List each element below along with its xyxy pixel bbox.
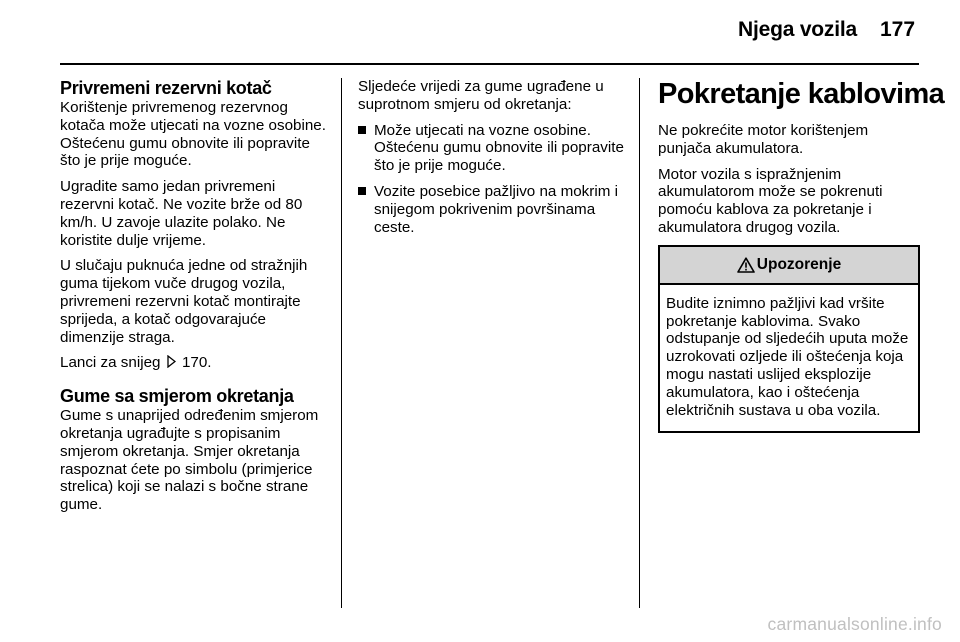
- column-1: [60, 78, 326, 522]
- paragraph: Korištenje privremenog rezervnog kotača može utjecati na vozne osobine. Oštećenu gumu obnovite ili popravite što je prije moguće.: [60, 99, 326, 170]
- page-reference-arrow-icon: [167, 355, 176, 368]
- column-2: [358, 78, 624, 244]
- paragraph: Gume s unaprijed određenim smjerom okretanja ugrađujte s propisanim smjerom okretanja. Smjer okretanja raspoznat ćete po simbolu (primjerice strelica) koji se nalazi s bočne strane gume.: [60, 407, 319, 514]
- snow-chains-reference: [60, 354, 326, 372]
- paragraph: U slučaju puknuća jedne od stražnjih guma tijekom vuče drugog vozila, privremeni rezervni kotač montirajte sprijeda, a kotač odgovarajuće dimenzije straga.: [60, 257, 308, 346]
- intro-paragraph: Sljedeće vrijedi za gume ugrađene u suprotnom smjeru od okretanja:: [358, 78, 604, 113]
- paragraph: Ne pokrećite motor korištenjem punjača akumulatora.: [658, 122, 869, 157]
- snow-chains-page-link[interactable]: 170.: [181, 354, 212, 372]
- warning-header: [660, 247, 918, 285]
- warning-triangle-icon: [737, 257, 755, 273]
- watermark: carmanualsonline.info: [767, 614, 942, 634]
- section-heading-directional-tyres: Gume sa smjerom okretanja: [60, 386, 294, 407]
- warning-title: Upozorenje: [756, 255, 842, 273]
- warning-text: Budite iznimno pažljivi kad vršite pokretanje kablovima. Svako odstupanje od sljedećih uputa može uzrokovati ozljede ili oštećenja koja mogu nastati uslijed eksplozije akumulatora, kao i oštećenja električnih sustava u oba vozila.: [666, 294, 909, 419]
- list-item-text: Vozite posebice pažljivo na mokrim i snijegom pokrivenim površinama ceste.: [374, 182, 618, 236]
- column-divider-1: [341, 78, 342, 608]
- list-item: [358, 122, 624, 175]
- paragraph: Motor vozila s ispražnjenim akumulatorom može se pokrenuti pomoću kablova za pokretanje i akumulatora drugog vozila.: [658, 165, 883, 236]
- header-title: Njega vozila: [738, 18, 857, 41]
- header-rule: [60, 63, 919, 65]
- bullet-square-icon: [358, 187, 366, 195]
- column-3: [658, 78, 945, 433]
- bullet-square-icon: [358, 126, 366, 134]
- bullet-list: [358, 122, 624, 237]
- list-item-text: Može utjecati na vozne osobine. Oštećenu gumu obnovite ili popravite što je prije moguće.: [374, 121, 624, 175]
- list-item: [358, 183, 624, 236]
- page-number: 177: [880, 18, 916, 41]
- snow-chains-label: Lanci za snijeg: [60, 354, 161, 372]
- warning-box: [658, 245, 920, 434]
- section-heading-jump-starting: Pokretanje kablovima: [658, 78, 945, 110]
- paragraph: Ugradite samo jedan privremeni rezervni kotač. Ne vozite brže od 80 km/h. U zavoje ulazite polako. Ne koristite dulje vrijeme.: [60, 178, 303, 249]
- section-heading-spare-wheel: Privremeni rezervni kotač: [60, 78, 272, 98]
- column-divider-2: [639, 78, 640, 608]
